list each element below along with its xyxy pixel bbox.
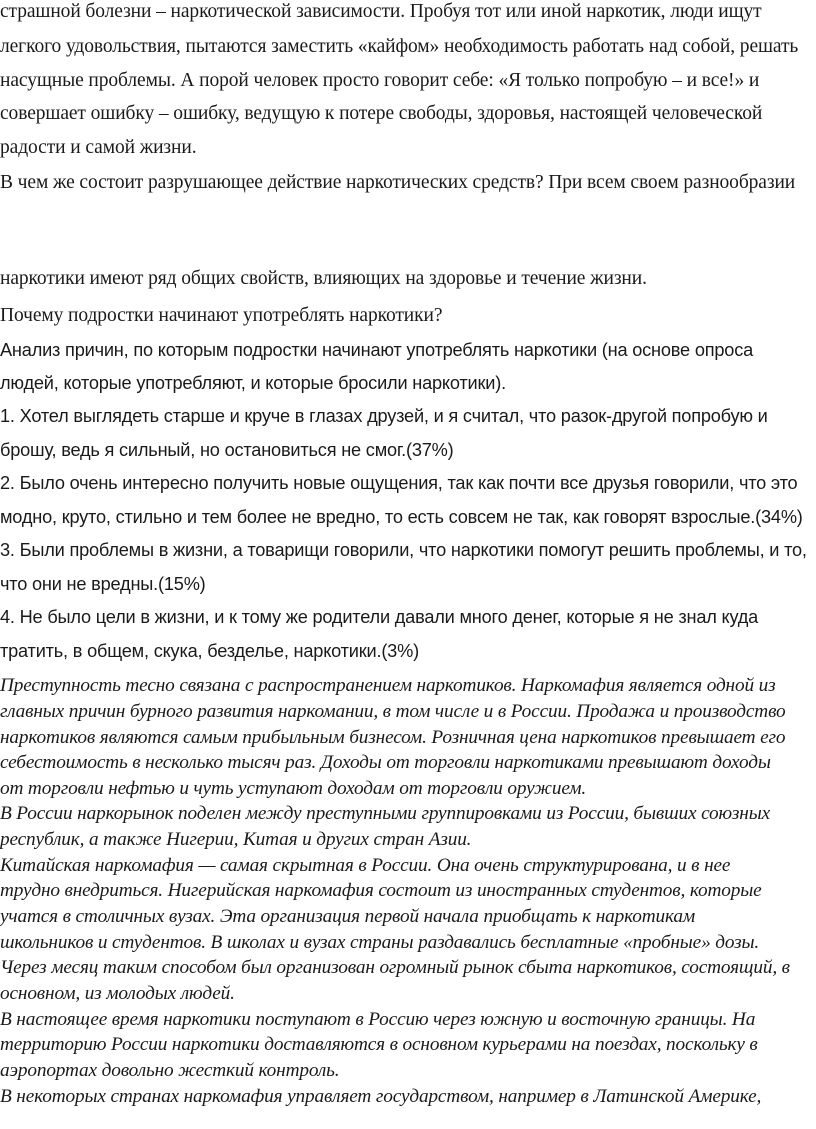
analysis-item-4: 4. Не было цели в жизни, и к тому же родители давали много денег, которые я не знал куда [0, 607, 759, 627]
mafia-line: главных причин бурного развития наркомании, в том числе и в России. Продажа и производство [0, 701, 786, 722]
mafia-line: Преступность тесно связана с распространением наркотиков. Наркомафия является одной из [0, 675, 776, 696]
mafia-line: себестоимость в несколько тысяч раз. Доходы от торговли наркотиками превышают доходы [0, 752, 771, 773]
mafia-line: трудно внедриться. Нигерийская наркомафия состоит из иностранных студентов, которые [0, 880, 762, 901]
mafia-line: В некоторых странах наркомафия управляет государством, например в Латинской Америке, [0, 1086, 762, 1107]
mafia-line: Китайская наркомафия — самая скрытная в России. Она очень структурирована, и в нее [0, 855, 731, 876]
mafia-line: наркотиков являются самым прибыльным бизнесом. Розничная цена наркотиков превышает его [0, 727, 786, 748]
analysis-item-3-cont: что они не вредны.(15%) [0, 574, 206, 594]
mafia-line: основном, из молодых людей. [0, 983, 235, 1004]
analysis-item-4-cont: тратить, в общем, скука, безделье, наркотики.(3%) [0, 641, 419, 661]
analysis-item-2: 2. Было очень интересно получить новые ощущения, так как почти все друзья говорили, что это [0, 473, 798, 493]
analysis-item-1-cont: брошу, ведь я сильный, но остановиться не смог.(37%) [0, 440, 454, 460]
section-question: Почему подростки начинают употреблять наркотики? [0, 305, 443, 326]
mafia-line: В настоящее время наркотики поступают в Россию через южную и восточную границы. На [0, 1009, 756, 1030]
mafia-line: аэропортах довольно жесткий контроль. [0, 1060, 340, 1081]
analysis-item-2-cont: модно, круто, стильно и тем более не вредно, то есть совсем не так, как говорят взрослые.(34%) [0, 507, 803, 527]
intro-line: насущные проблемы. А порой человек просто говорит себе: «Я только попробую – и все!» и [0, 70, 760, 91]
mafia-line: учатся в столичных вузах. Эта организация первой начала приобщать к наркотикам [0, 906, 696, 927]
mafia-line: школьников и студентов. В школах и вузах страны раздавались бесплатные «пробные» дозы. [0, 932, 760, 953]
continuation-line: наркотики имеют ряд общих свойств, влияющих на здоровье и течение жизни. [0, 268, 647, 289]
analysis-line: людей, которые употребляют, и которые бросили наркотики). [0, 373, 506, 393]
mafia-line: территорию России наркотики доставляются в основном курьерами на поездах, поскольку в [0, 1034, 758, 1055]
analysis-line: Анализ причин, по которым подростки начинают употреблять наркотики (на основе опроса [0, 340, 754, 360]
mafia-line: от торговли нефтью и чуть уступают доходам от торговли оружием. [0, 778, 587, 799]
mafia-line: В России наркорынок поделен между преступными группировками из России, бывших союзных [0, 803, 771, 824]
analysis-item-1: 1. Хотел выглядеть старше и круче в глазах друзей, и я считал, что разок-другой попробую и [0, 406, 768, 426]
intro-line: легкого удовольствия, пытаются заместить «кайфом» необходимость работать над собой, решать [0, 36, 799, 57]
analysis-item-3: 3. Были проблемы в жизни, а товарищи говорили, что наркотики помогут решить проблемы, и то, [0, 540, 807, 560]
intro-line: страшной болезни – наркотической зависимости. Пробуя тот или иной наркотик, люди ищут [0, 1, 762, 22]
mafia-line: Через месяц таким способом был организован огромный рынок сбыта наркотиков, состоящий, в [0, 957, 790, 978]
intro-line: В чем же состоит разрушающее действие наркотических средств? При всем своем разнообразии [0, 172, 796, 193]
mafia-line: республик, а также Нигерии, Китая и других стран Азии. [0, 829, 472, 850]
intro-line: радости и самой жизни. [0, 137, 197, 158]
intro-line: совершает ошибку – ошибку, ведущую к потере свободы, здоровья, настоящей человеческой [0, 103, 763, 124]
